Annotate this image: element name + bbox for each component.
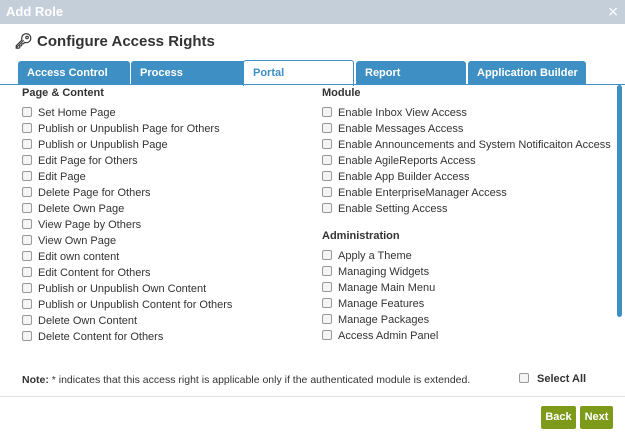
checkbox[interactable] xyxy=(22,235,32,245)
section-title-page-content: Page & Content xyxy=(22,87,104,99)
tab-application-builder[interactable]: Application Builder xyxy=(468,61,586,85)
section-title-administration: Administration xyxy=(322,230,400,242)
close-icon[interactable]: × xyxy=(607,4,619,20)
checkbox[interactable] xyxy=(22,299,32,309)
permission-item[interactable] xyxy=(322,298,424,314)
permissions-panel xyxy=(0,85,625,350)
checkbox[interactable] xyxy=(22,187,32,197)
permission-item[interactable] xyxy=(322,123,463,139)
checkbox[interactable] xyxy=(22,283,32,293)
permission-label: Delete Own Page xyxy=(38,203,125,215)
permission-item[interactable] xyxy=(22,267,151,283)
permission-label: Apply a Theme xyxy=(338,250,412,262)
permission-item[interactable] xyxy=(22,235,116,251)
checkbox[interactable] xyxy=(322,250,332,260)
tab-process[interactable]: Process xyxy=(131,61,255,85)
permission-label: Edit Page for Others xyxy=(38,155,138,167)
permission-label: Enable Setting Access xyxy=(338,203,448,215)
permission-label: Access Admin Panel xyxy=(338,330,439,342)
permission-item[interactable] xyxy=(322,314,429,330)
permission-label: Set Home Page xyxy=(38,107,116,119)
tab-portal[interactable]: Portal xyxy=(243,60,354,86)
checkbox[interactable] xyxy=(322,298,332,308)
permission-item[interactable] xyxy=(322,139,611,155)
back-button[interactable]: Back xyxy=(541,406,576,429)
checkbox[interactable] xyxy=(22,123,32,133)
checkbox[interactable] xyxy=(22,219,32,229)
footer-divider xyxy=(0,396,625,397)
next-button[interactable]: Next xyxy=(580,406,613,429)
checkbox[interactable] xyxy=(322,282,332,292)
tab-report[interactable]: Report xyxy=(356,61,466,85)
checkbox[interactable] xyxy=(22,155,32,165)
checkbox[interactable] xyxy=(322,187,332,197)
permission-item[interactable] xyxy=(22,123,220,139)
permission-label: Enable EnterpriseManager Access xyxy=(338,187,507,199)
permission-item[interactable] xyxy=(22,171,86,187)
permission-item[interactable] xyxy=(22,219,141,235)
permission-item[interactable] xyxy=(22,315,137,331)
checkbox[interactable] xyxy=(322,139,332,149)
permission-item[interactable] xyxy=(22,203,124,219)
permission-item[interactable] xyxy=(22,107,116,123)
permission-label: Enable AgileReports Access xyxy=(338,155,476,167)
permission-label: Delete Page for Others xyxy=(38,187,151,199)
permission-item[interactable] xyxy=(22,331,163,347)
permission-label: Enable Inbox View Access xyxy=(338,107,467,119)
checkbox[interactable] xyxy=(322,155,332,165)
note-text: Note: * indicates that this access right is applicable only if the authenticated module is extended. xyxy=(22,374,471,386)
permission-label: Publish or Unpublish Content for Others xyxy=(38,299,233,311)
permission-item[interactable] xyxy=(322,203,447,219)
permission-item[interactable] xyxy=(22,299,232,315)
checkbox[interactable] xyxy=(322,203,332,213)
permission-item[interactable] xyxy=(22,251,119,267)
permission-item[interactable] xyxy=(322,330,438,346)
dialog-titlebar xyxy=(0,0,625,24)
scrollbar[interactable] xyxy=(617,85,622,317)
checkbox[interactable] xyxy=(22,267,32,277)
heading-text: Configure Access Rights xyxy=(37,33,215,50)
checkbox[interactable] xyxy=(22,107,32,117)
permission-label: Publish or Unpublish Page for Others xyxy=(38,123,220,135)
page-heading xyxy=(14,32,215,50)
permission-label: Manage Features xyxy=(338,298,425,310)
permission-item[interactable] xyxy=(322,250,412,266)
permission-label: Enable App Builder Access xyxy=(338,171,470,183)
permission-item[interactable] xyxy=(22,155,138,171)
permission-item[interactable] xyxy=(22,283,206,299)
section-title-module: Module xyxy=(322,87,361,99)
permission-label: Manage Packages xyxy=(338,314,430,326)
permission-label: Edit own content xyxy=(38,251,120,263)
permission-item[interactable] xyxy=(322,107,467,123)
checkbox[interactable] xyxy=(322,123,332,133)
permission-item[interactable] xyxy=(322,187,507,203)
checkbox[interactable] xyxy=(22,331,32,341)
checkbox[interactable] xyxy=(22,203,32,213)
permission-label: Publish or Unpublish Own Content xyxy=(38,283,207,295)
permission-label: Publish or Unpublish Page xyxy=(38,139,168,151)
tab-access-control[interactable]: Access Control xyxy=(18,61,130,85)
permission-label: Delete Own Content xyxy=(38,315,138,327)
checkbox[interactable] xyxy=(22,315,32,325)
checkbox[interactable] xyxy=(322,107,332,117)
permission-label: Edit Content for Others xyxy=(38,267,151,279)
permission-label: View Own Page xyxy=(38,235,117,247)
checkbox[interactable] xyxy=(322,266,332,276)
permission-label: Edit Page xyxy=(38,171,86,183)
permission-item[interactable] xyxy=(22,187,151,203)
permission-item[interactable] xyxy=(322,282,435,298)
checkbox[interactable] xyxy=(322,171,332,181)
select-all-label: Select All xyxy=(537,373,587,385)
key-icon: 🔑︎ xyxy=(14,32,34,50)
permission-item[interactable] xyxy=(322,266,429,282)
checkbox[interactable] xyxy=(22,251,32,261)
permission-label: Enable Announcements and System Notificaiton Access xyxy=(338,139,611,151)
dialog-title: Add Role xyxy=(6,4,64,19)
checkbox[interactable] xyxy=(322,314,332,324)
permission-label: Enable Messages Access xyxy=(338,123,464,135)
select-all[interactable] xyxy=(519,373,586,385)
select-all-checkbox[interactable] xyxy=(519,373,529,383)
permission-item[interactable] xyxy=(322,171,469,187)
checkbox[interactable] xyxy=(22,139,32,149)
checkbox[interactable] xyxy=(22,171,32,181)
permission-item[interactable] xyxy=(22,139,168,155)
permission-label: Managing Widgets xyxy=(338,266,430,278)
permission-label: View Page by Others xyxy=(38,219,142,231)
permission-label: Manage Main Menu xyxy=(338,282,436,294)
permission-item[interactable] xyxy=(322,155,476,171)
checkbox[interactable] xyxy=(322,330,332,340)
permission-label: Delete Content for Others xyxy=(38,331,164,343)
